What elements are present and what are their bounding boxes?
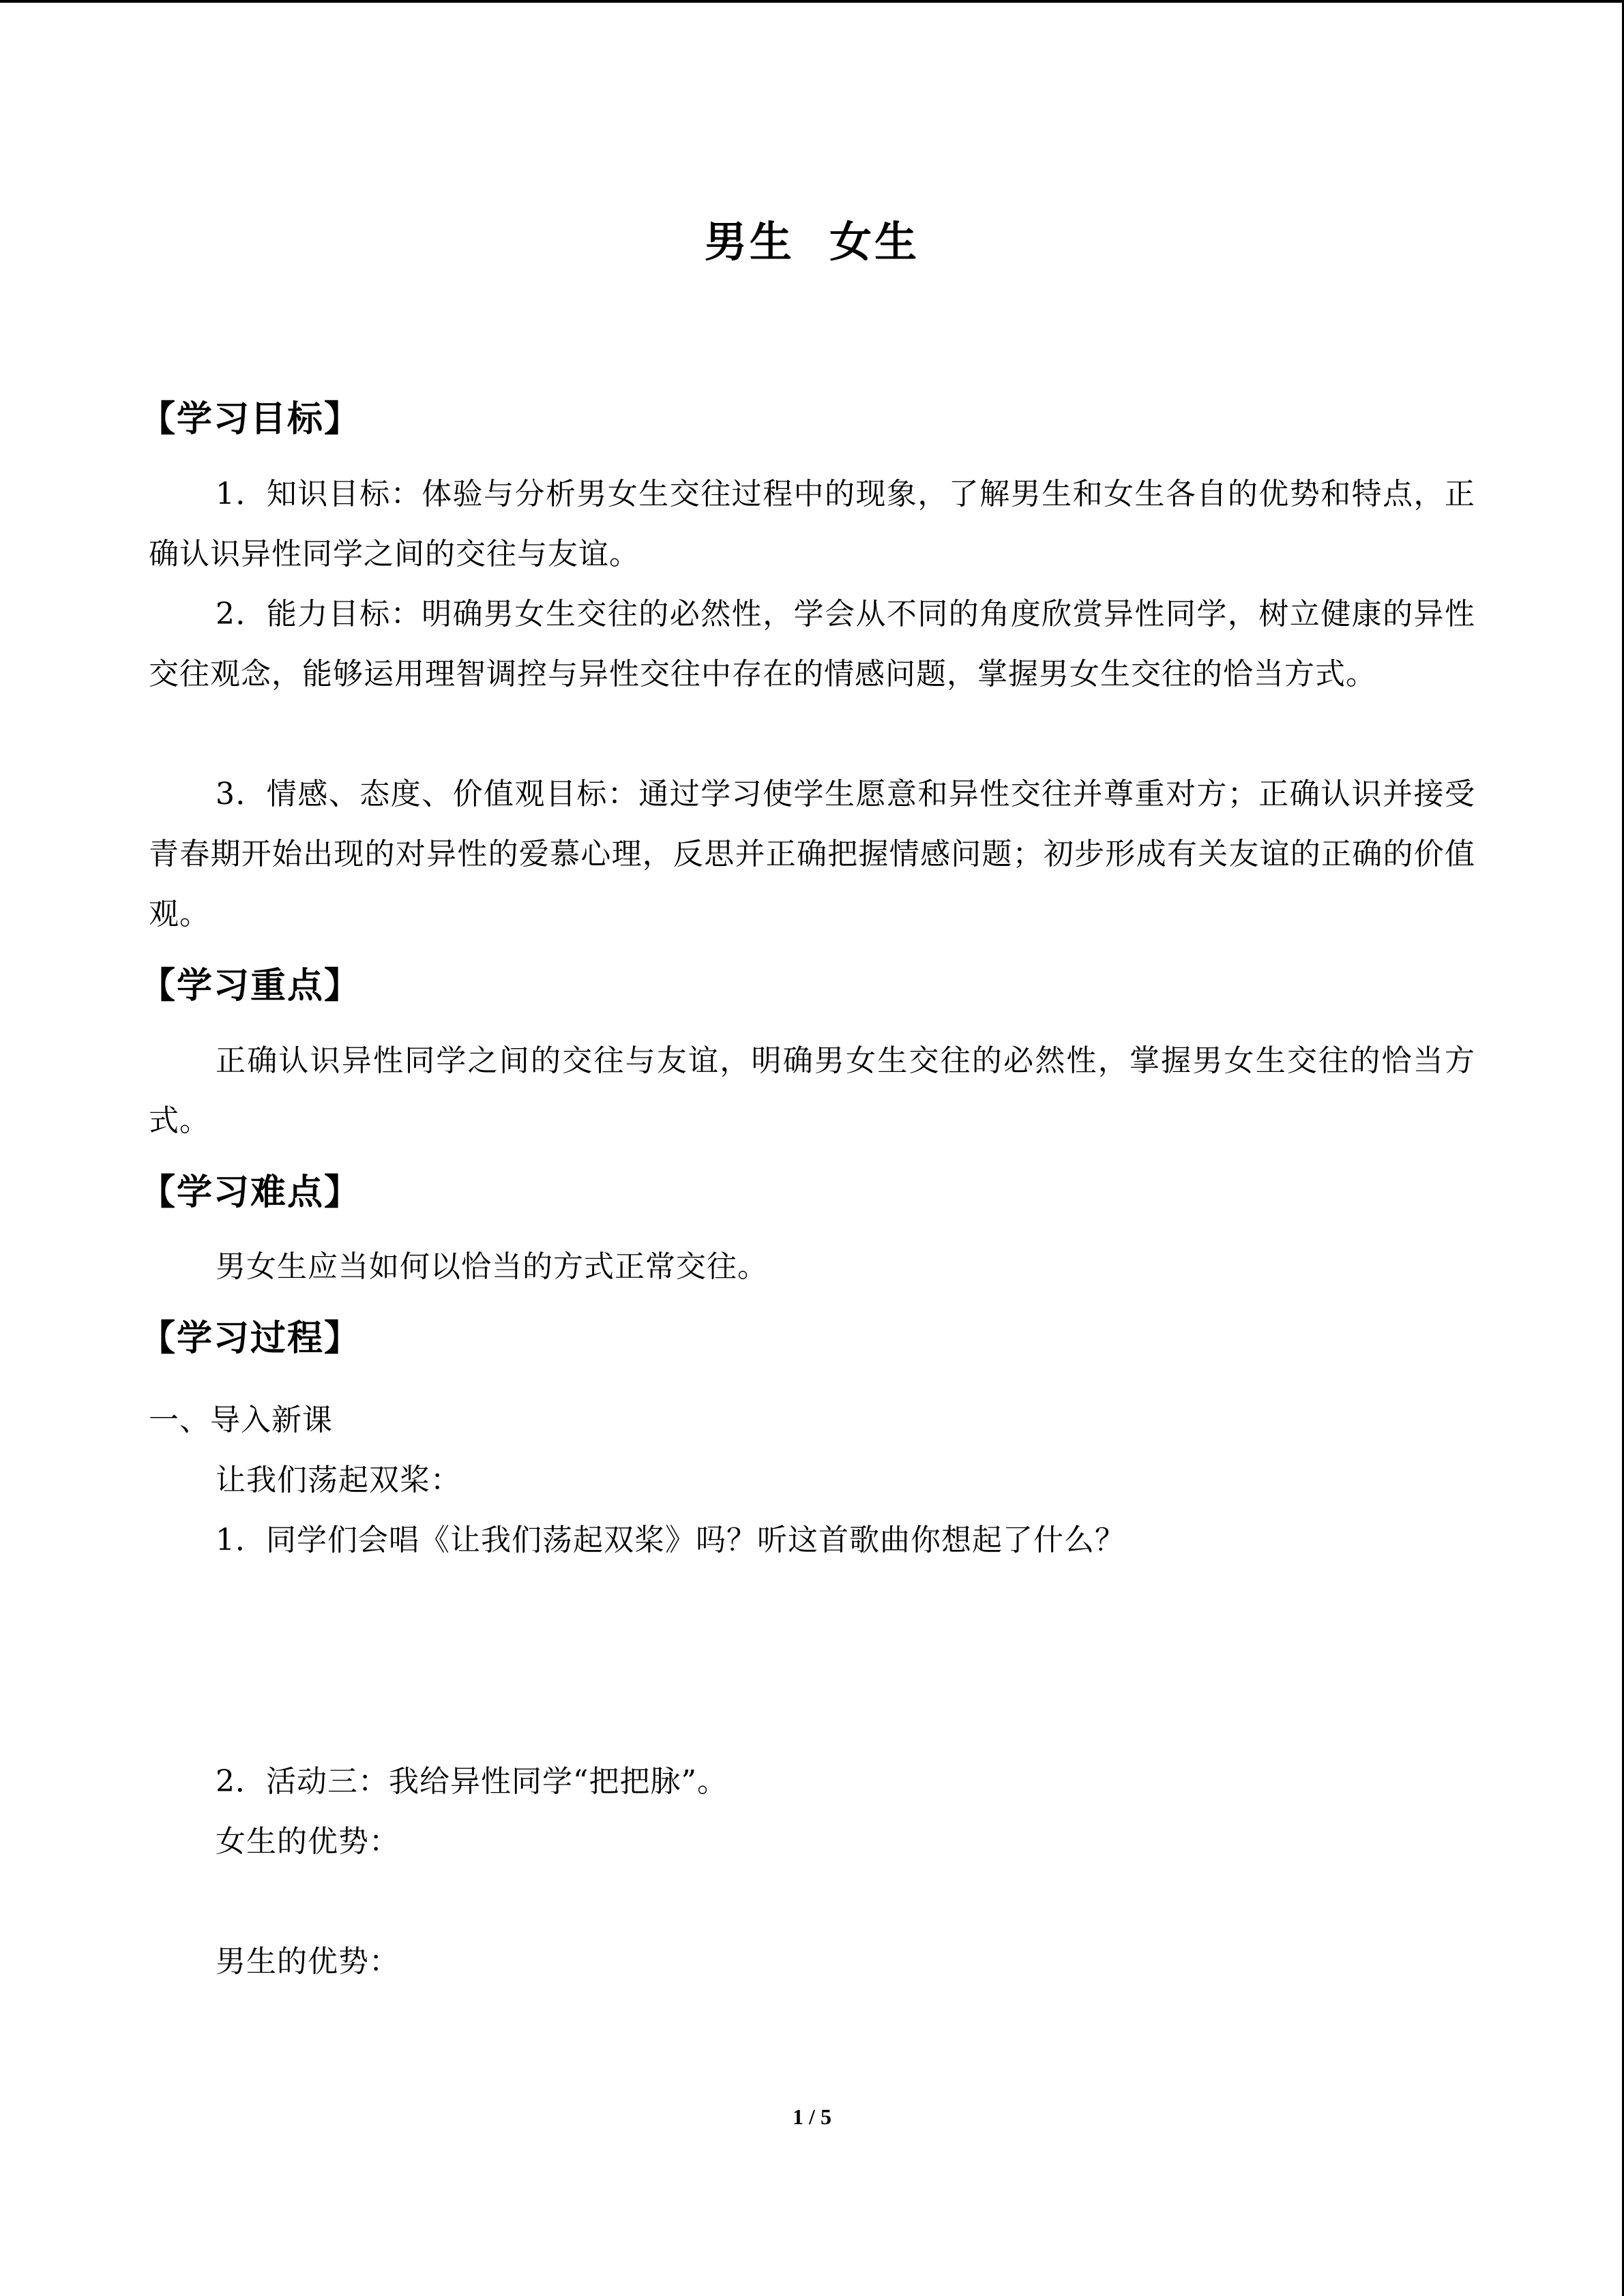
question-1: 1．同学们会唱《让我们荡起双桨》吗？听这首歌曲你想起了什么？ [216,1523,1125,1557]
page-title: 男生 女生 [704,217,920,267]
key-points-heading: 【学习重点】 [140,966,361,1007]
objective-item-1: 1．知识目标：体验与分析男女生交往过程中的现象，了解男生和女生各自的优势和特点，正确认识异性同学之间的交往与友谊。 [149,477,1475,571]
difficulties-text: 男女生应当如何以恰当的方式正常交往。 [216,1249,768,1284]
process-heading: 【学习过程】 [140,1318,361,1359]
page-indicator: 1 / 5 [793,2104,831,2129]
activity-2: 2．活动三：我给异性同学“把把脉”。 [216,1764,728,1799]
objective-item-2: 2．能力目标：明确男女生交往的必然性，学会从不同的角度欣赏异性同学，树立健康的异性交往观念，能够运用理智调控与异性交往中存在的情感问题，掌握男女生交往的恰当方式。 [149,597,1475,691]
boys-strength-label: 男生的优势： [216,1944,400,1979]
song-intro: 让我们荡起双桨： [216,1463,461,1497]
objectives-heading: 【学习目标】 [140,399,361,440]
part-1-title: 一、导入新课 [149,1403,333,1437]
key-points-text: 正确认识异性同学之间的交往与友谊，明确男女生交往的必然性，掌握男女生交往的恰当方式。 [149,1043,1475,1138]
page-border-top [0,0,1624,3]
difficulties-heading: 【学习难点】 [140,1172,361,1213]
girls-strength-label: 女生的优势： [216,1824,400,1859]
objective-item-3: 3．情感、态度、价值观目标：通过学习使学生愿意和异性交往并尊重对方；正确认识并接受青春期开始出现的对异性的爱慕心理，反思并正确把握情感问题；初步形成有关友谊的正确的价值观。 [149,777,1475,931]
